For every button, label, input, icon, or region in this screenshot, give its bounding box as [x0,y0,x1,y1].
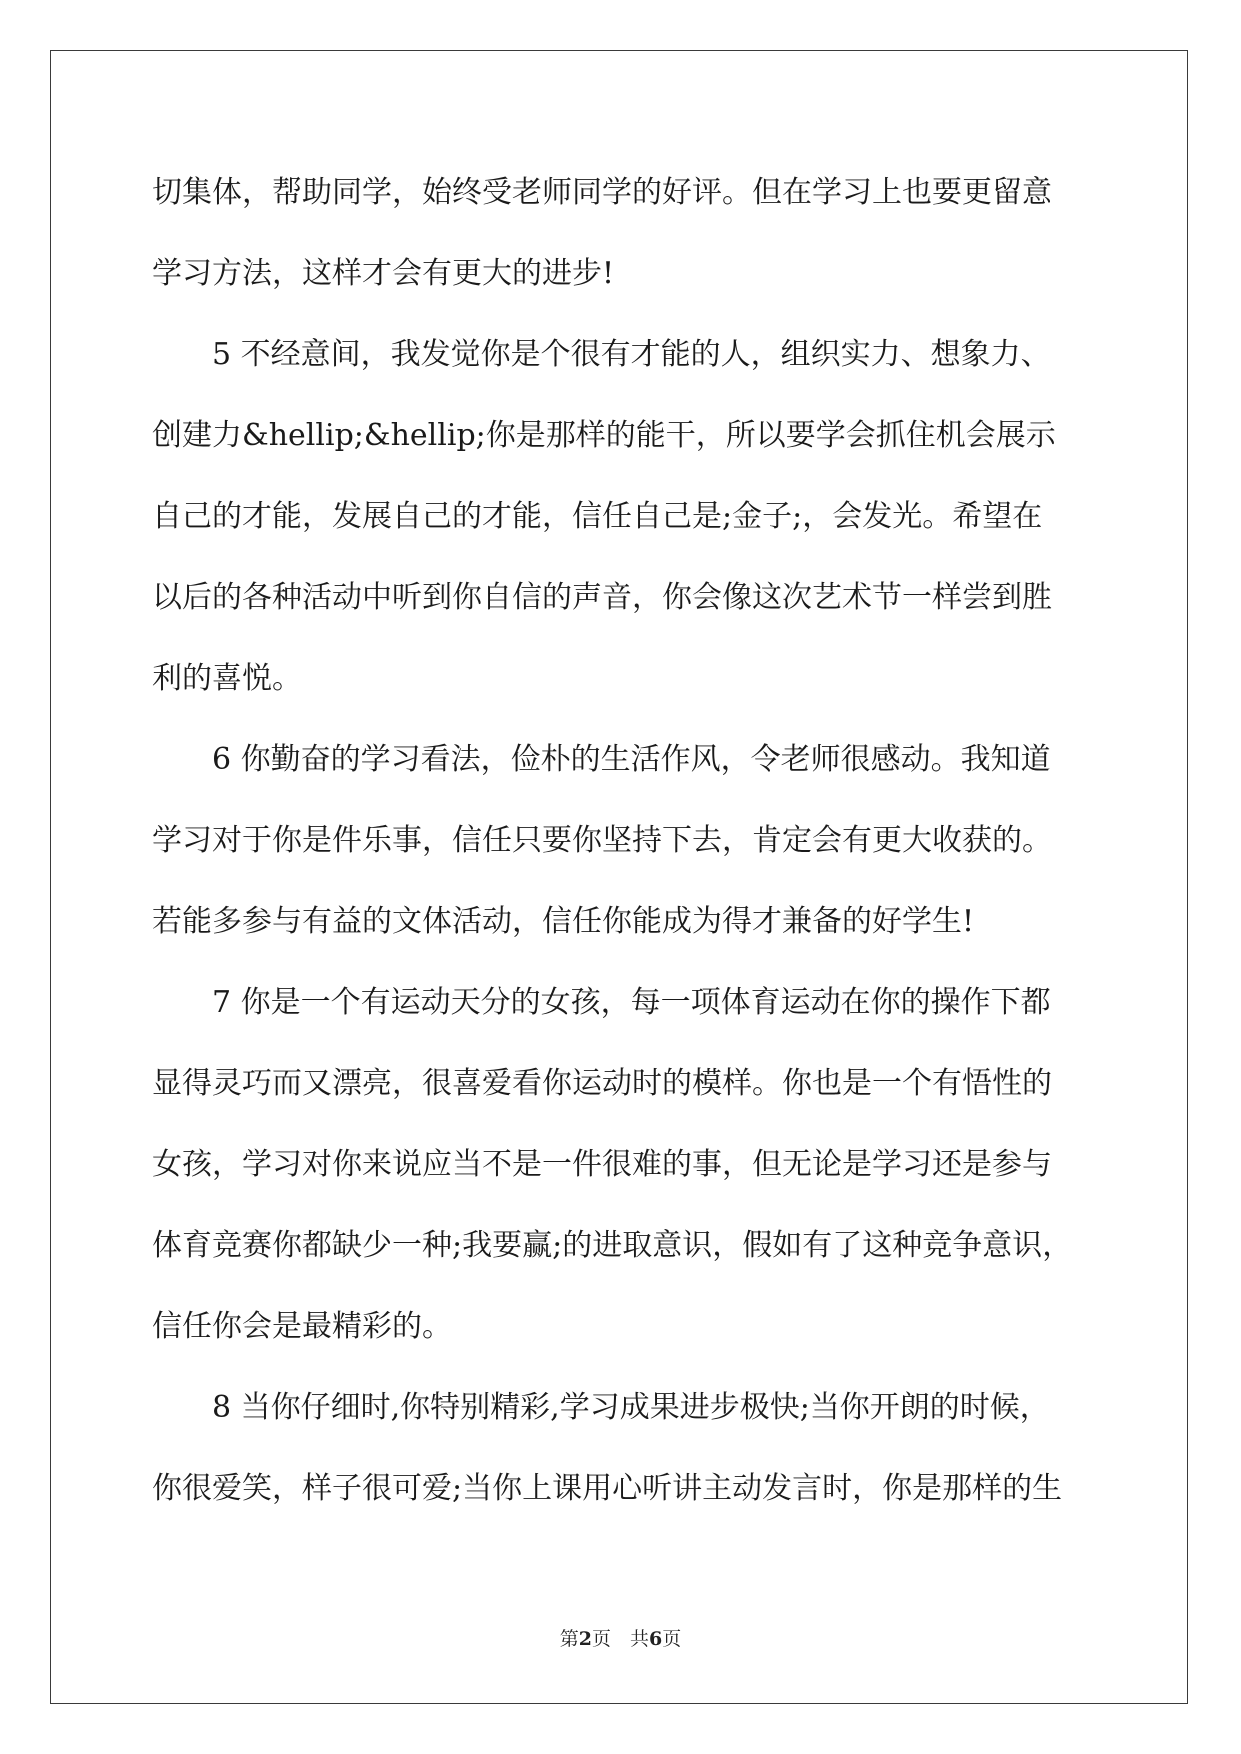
footer-total-pages: 6 [649,1628,663,1650]
body-line: 以后的各种活动中听到你自信的声音，你会像这次艺术节一样尝到胜 [152,580,1052,615]
body-line: 切集体，帮助同学，始终受老师同学的好评。但在学习上也要更留意 [152,175,1052,210]
body-line: 7 你是一个有运动天分的女孩，每一项体育运动在你的操作下都 [212,985,1051,1020]
footer-prefix: 第 [559,1628,579,1650]
body-line: 若能多参与有益的文体活动，信任你能成为得才兼备的好学生! [152,904,975,939]
body-line: 体育竞赛你都缺少一种;我要赢;的进取意识，假如有了这种竞争意识， [152,1228,1073,1263]
body-line: 8 当你仔细时,你特别精彩,学习成果进步极快;当你开朗的时候， [212,1390,1050,1425]
page-footer [0,1624,1241,1651]
body-line: 信任你会是最精彩的。 [152,1309,452,1344]
body-line: 创建力&hellip;&hellip;你是那样的能干，所以要学会抓住机会展示 [152,418,1056,453]
body-line: 自己的才能，发展自己的才能，信任自己是;金子;，会发光。希望在 [152,499,1043,534]
body-line: 女孩，学习对你来说应当不是一件很难的事，但无论是学习还是参与 [152,1147,1052,1182]
body-line: 5 不经意间，我发觉你是个很有才能的人，组织实力、想象力、 [212,337,1051,372]
document-body [152,152,1097,1529]
footer-current-page: 2 [578,1628,592,1650]
footer-suffix: 页 [662,1628,682,1650]
footer-mid: 页 共 [591,1628,649,1650]
body-line: 学习对于你是件乐事，信任只要你坚持下去，肯定会有更大收获的。 [152,823,1052,858]
body-line: 学习方法，这样才会有更大的进步! [152,256,615,291]
body-line: 显得灵巧而又漂亮，很喜爱看你运动时的模样。你也是一个有悟性的 [152,1066,1052,1101]
body-line: 利的喜悦。 [152,661,302,696]
body-line: 你很爱笑，样子很可爱;当你上课用心听讲主动发言时，你是那样的生 [152,1471,1063,1506]
body-line: 6 你勤奋的学习看法，俭朴的生活作风，令老师很感动。我知道 [212,742,1051,777]
